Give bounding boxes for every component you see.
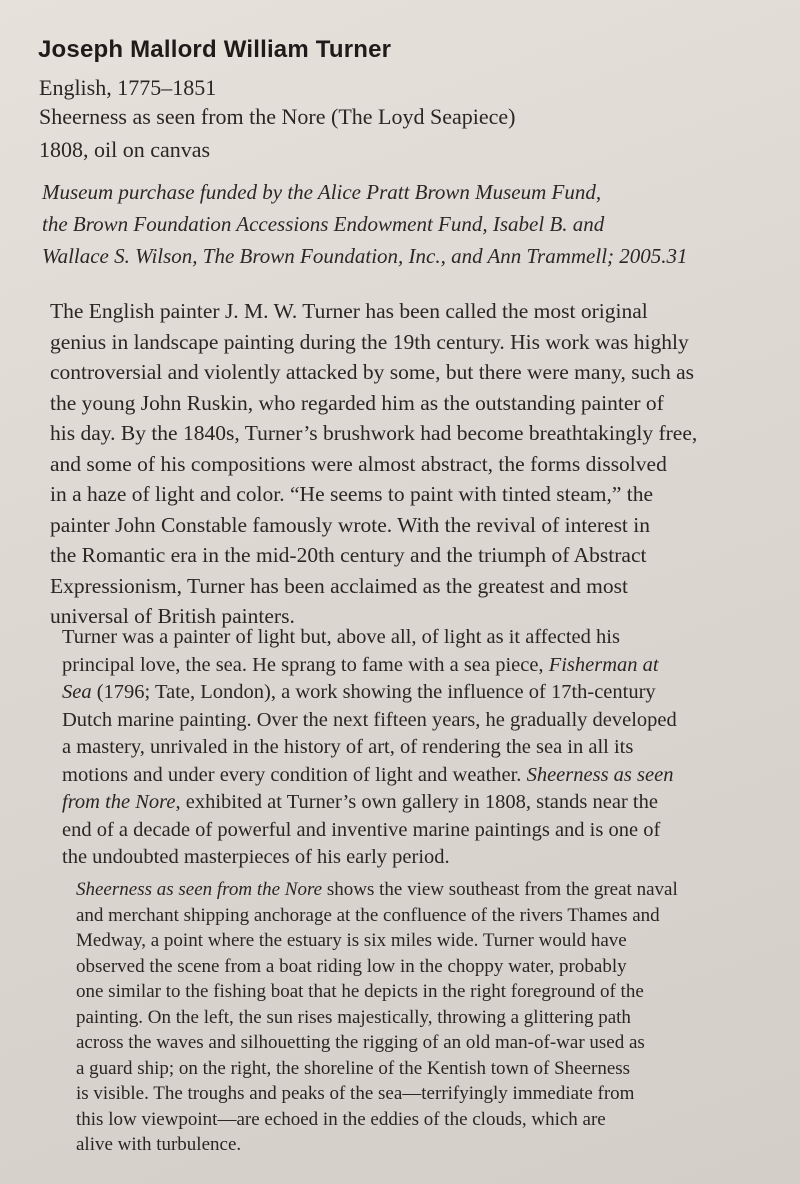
text-line: this low viewpoint—are echoed in the eddies of the clouds, which are [76,1108,606,1130]
text-line: Expressionism, Turner has been acclaimed as the greatest and most [50,573,628,598]
description-paragraph-3 [76,877,678,1158]
text-segment: shows the view southeast from the great naval [322,879,678,900]
artist-nationality-dates: English, 1775–1851 [39,75,217,100]
text-line [62,679,677,707]
text-line: observed the scene from a boat riding low in the choppy water, probably [76,955,627,977]
artwork-reference: Fisherman at [548,653,659,676]
artwork-reference: from the Nore [62,791,176,813]
text-line [62,652,677,680]
text-line: a guard ship; on the right, the shoreline of the Kentish town of Sheerness [76,1057,631,1079]
text-line [62,762,677,790]
text-line: one similar to the fishing boat that he depicts in the right foreground of the [76,981,644,1002]
artwork-reference: Sea [62,681,92,703]
text-line: universal of British painters. [50,604,295,628]
text-segment: (1796; Tate, London), a work showing the influence of 17th-century [91,681,656,703]
text-line: the Romantic era in the mid-20th century and the triumph of Abstract [50,543,647,567]
credit-line-text: the Brown Foundation Accessions Endowment Fund, Isabel B. and [42,212,605,236]
text-line: Dutch marine painting. Over the next fifteen years, he gradually developed [62,708,677,731]
credit-line-text: Museum purchase funded by the Alice Pratt Brown Museum Fund, [42,180,602,204]
text-segment: principal love, the sea. He sprang to fame with a sea piece, [62,653,549,676]
text-line: and some of his compositions were almost abstract, the forms dissolved [50,451,667,476]
text-line: is visible. The troughs and peaks of the sea—terrifyingly immediate from [76,1083,635,1104]
text-line [62,789,677,817]
text-line: across the waves and silhouetting the rigging of an old man-of-war used as [76,1032,645,1053]
text-line: end of a decade of powerful and inventive marine paintings and is one of [62,818,661,841]
artwork-reference: Sheerness as seen [526,763,674,786]
text-line: painting. On the left, the sun rises majestically, throwing a glittering path [76,1006,631,1028]
description-paragraph-2 [62,624,677,872]
text-segment: motions and under every condition of light and weather. [62,763,527,786]
text-line: his day. By the 1840s, Turner’s brushwork had become breathtakingly free, [50,421,698,445]
text-line: painter John Constable famously wrote. With the revival of interest in [50,512,651,537]
credit-line [42,176,772,272]
text-line [76,877,678,903]
text-line: the undoubted masterpieces of his early period. [62,846,450,868]
text-line: alive with turbulence. [76,1134,242,1155]
text-line: genius in landscape painting during the 19th century. His work was highly [50,329,689,354]
artwork-reference: Sheerness as seen from the Nore [76,879,323,900]
text-line: a mastery, unrivaled in the history of art, of rendering the sea in all its [62,736,634,758]
text-line: and merchant shipping anchorage at the confluence of the rivers Thames and [76,904,660,926]
text-line: in a haze of light and color. “He seems to paint with tinted steam,” the [50,482,654,506]
text-line: Turner was a painter of light but, above all, of light as it affected his [62,626,620,648]
text-line: The English painter J. M. W. Turner has been called the most original [50,299,648,323]
credit-line-text: Wallace S. Wilson, The Brown Foundation, Inc., and Ann Trammell; 2005.31 [42,244,688,268]
text-line: the young John Ruskin, who regarded him as the outstanding painter of [50,390,664,415]
artwork-title: Sheerness as seen from the Nore (The Loyd Seapiece) [39,104,516,129]
text-line: Medway, a point where the estuary is six miles wide. Turner would have [76,930,627,951]
text-segment: , exhibited at Turner’s own gallery in 1808, stands near the [175,791,658,813]
description-paragraph-1 [50,296,697,632]
artist-name: Joseph Mallord William Turner [38,36,392,63]
text-line: controversial and violently attacked by some, but there were many, such as [50,360,694,384]
artwork-date-medium: 1808, oil on canvas [39,137,211,162]
